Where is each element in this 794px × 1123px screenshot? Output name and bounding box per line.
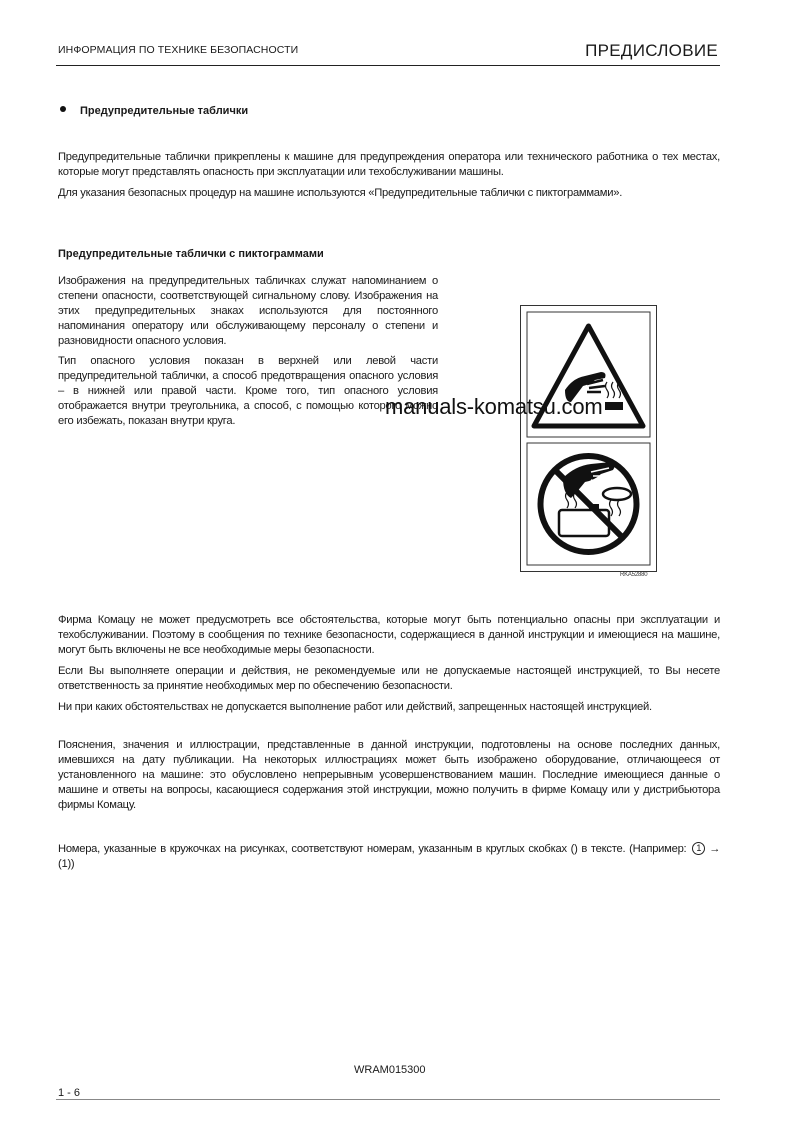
body-paragraph-3: Ни при каких обстоятельствах не допускается выполнение работ или действий, запрещенных настоящей инструкцией.: [58, 701, 652, 713]
section-heading: Предупредительные таблички: [80, 105, 249, 117]
numbering-note: [58, 842, 720, 872]
figure-id: RKA52880: [620, 572, 648, 578]
header-section-title: ИНФОРМАЦИЯ ПО ТЕХНИКЕ БЕЗОПАСНОСТИ: [58, 44, 299, 56]
circled-number: 1: [692, 842, 705, 855]
watermark-text: manuals-komatsu.com: [385, 394, 603, 419]
bullet-icon: [60, 106, 66, 112]
arrow-symbol: →: [709, 843, 721, 855]
numbering-note-text: Номера, указанные в кружочках на рисунках, соответствуют номерам, указанным в круглых скобках () в тексте. (Например:: [58, 843, 687, 855]
intro-paragraph-1: Предупредительные таблички прикреплены к машине для предупреждения оператора или технического работника о тех местах, которые могут представлять опасность при эксплуатации или техобслуживании машины.: [58, 151, 720, 178]
document-code: WRAM015300: [354, 1064, 426, 1076]
page-number: 1 - 6: [58, 1087, 81, 1099]
no-touch-hot-surface-icon: [559, 462, 631, 536]
parenthesized-number: (1)): [58, 858, 75, 870]
body-paragraph-2: Если Вы выполняете операции и действия, не рекомендуемые или не допускаемые настоящей инструкцией, то Вы несете ответственность за принятие необходимых мер по обеспечению безопасности.: [58, 665, 720, 692]
safety-sign-graphic: [521, 306, 656, 571]
intro-paragraph-2: Для указания безопасных процедур на машине используются «Предупредительные таблички с пиктограммами».: [58, 187, 623, 199]
header-chapter-title: ПРЕДИСЛОВИЕ: [585, 41, 718, 60]
pictogram-paragraph-1: Изображения на предупредительных табличках служат напоминанием о степени опасности, соответствующей сигнальному слову. Изображения на этих предупредительных знаках используются для постоянного напоминания оператору или обслуживающему персоналу о степени и разновидности опасного условия.: [58, 275, 438, 347]
header-rule: [56, 65, 720, 66]
safety-sign-illustration: [520, 305, 657, 572]
subsection-heading: Предупредительные таблички с пиктограммами: [58, 248, 324, 260]
body-paragraph-4: Пояснения, значения и иллюстрации, представленные в данной инструкции, подготовлены на основе последних данных, имевшихся на дату публикации. На некоторых иллюстрациях может быть изображено оборудование, отличающееся от установленного на машине: это обусловлено непрерывным усовершенствованием машин. Последние имеющиеся данные о машине и ответы на вопросы, касающиеся содержания этой инструкции, можно получить в фирме Комацу или у дистрибьютора фирмы Комацу.: [58, 739, 720, 811]
body-paragraph-1: Фирма Комацу не может предусмотреть все обстоятельства, которые могут быть потенциально опасны при эксплуатации и техобслуживании. Поэтому в сообщения по технике безопасности, содержащиеся в данной инструкции и имеющиеся на машине, могут быть включены не все необходимые меры безопасности.: [58, 614, 720, 656]
pictogram-paragraph-2: Тип опасного условия показан в верхней или левой части предупредительной таблички, а способ предотвращения опасного условия – в нижней или правой части. Кроме того, тип опасного условия отображается внутри треугольника, а способ, с помощью которого можно его избежать, показан внутри круга.: [58, 355, 438, 427]
footer-rule: [56, 1099, 720, 1100]
